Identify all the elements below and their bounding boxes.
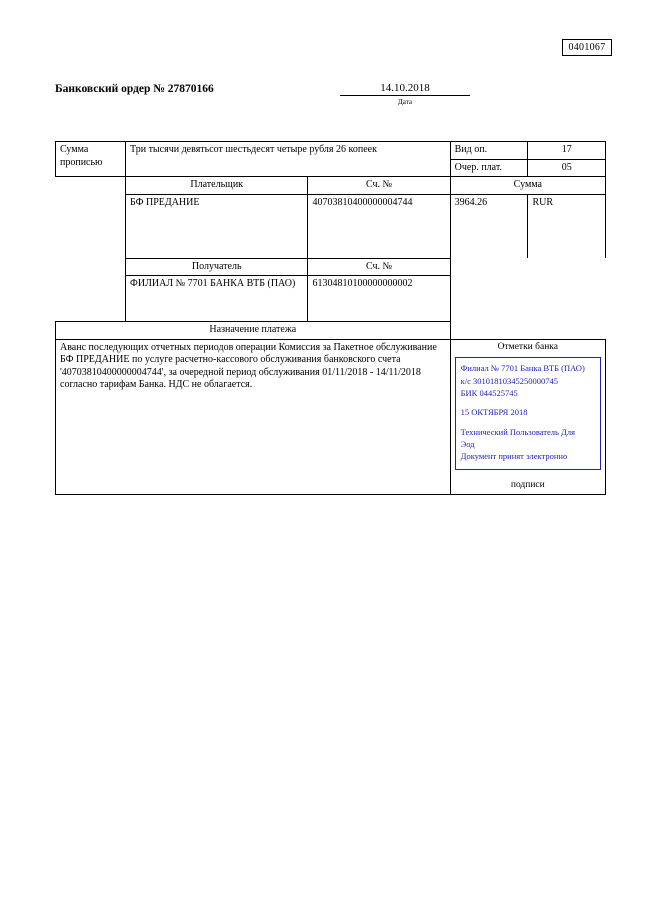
- table-row-sum-words: [56, 142, 606, 160]
- stamp-accepted: Документ принят электронно: [460, 451, 568, 462]
- purpose-text: Аванс последующих отчетных периодов операции Комиссия за Пакетное обслуживание БФ ПРЕДАНИЕ по услуге расчетно-кассового обслуживания банковского счета '40703810400000004744', за очередной период обслуживания 01/11/2018 - 14/11/2018 согласно тарифам Банка. НДС не облагается.: [56, 339, 451, 494]
- ocher-plat-value: 05: [528, 159, 606, 177]
- bank-stamp: [455, 357, 601, 469]
- stamp-date: 15 ОКТЯБРЯ 2018: [460, 407, 528, 418]
- table-row-payer: [56, 194, 606, 198]
- payer-currency: RUR: [528, 194, 606, 258]
- header-account: Сч. №: [308, 177, 450, 195]
- payer-account: 40703810400000004744: [308, 194, 450, 258]
- table-row-headers-payer: [56, 177, 606, 195]
- header-receiver: Получатель: [125, 258, 307, 276]
- ocher-plat-label: Очер. плат.: [450, 159, 528, 177]
- table-row-header-purpose: [56, 322, 606, 340]
- bank-marks: [450, 339, 605, 494]
- stamp-corr-account: к/с 30101810345250000745: [460, 375, 559, 386]
- header-payer: Плательщик: [125, 177, 307, 195]
- sum-words-label-line1: Сумма: [60, 144, 89, 155]
- stamp-bank-name: Филиал № 7701 Банка ВТБ (ПАО): [460, 363, 585, 374]
- sum-words-value: Три тысячи девятьсот шестьдесят четыре рубля 26 копеек: [125, 142, 450, 177]
- stamp-user-line2: Эод: [460, 438, 475, 449]
- receiver-name: ФИЛИАЛ № 7701 БАНКА ВТБ (ПАО): [125, 276, 307, 322]
- payer-amount: 3964.26: [450, 194, 528, 258]
- receiver-account: 61304810100000000002: [308, 276, 450, 322]
- order-table: [55, 141, 606, 495]
- bank-marks-header: Отметки банка: [497, 341, 558, 352]
- document-date-value: 14.10.2018: [340, 82, 470, 96]
- header-purpose: Назначение платежа: [56, 322, 451, 340]
- table-row-purpose: [56, 339, 606, 494]
- document-date-caption: Дата: [398, 98, 412, 106]
- table-row-headers-receiver: [56, 258, 606, 276]
- vid-op-label: Вид оп.: [450, 142, 528, 160]
- sum-words-label-line2: прописью: [60, 156, 103, 168]
- signatures-label: подписи: [510, 479, 545, 490]
- stamp-user-line1: Технический Пользователь Для: [460, 426, 575, 437]
- document-date: [340, 82, 470, 106]
- header-amount: Сумма: [450, 177, 605, 195]
- payer-name: БФ ПРЕДАНИЕ: [125, 194, 307, 258]
- vid-op-value: 17: [528, 142, 606, 160]
- page-title: Банковский ордер № 27870166: [55, 83, 214, 95]
- sum-words-label: [56, 142, 126, 177]
- form-code: 0401067: [562, 39, 612, 56]
- header-account-receiver: Сч. №: [308, 258, 450, 276]
- stamp-bik: БИК 044525745: [460, 388, 518, 398]
